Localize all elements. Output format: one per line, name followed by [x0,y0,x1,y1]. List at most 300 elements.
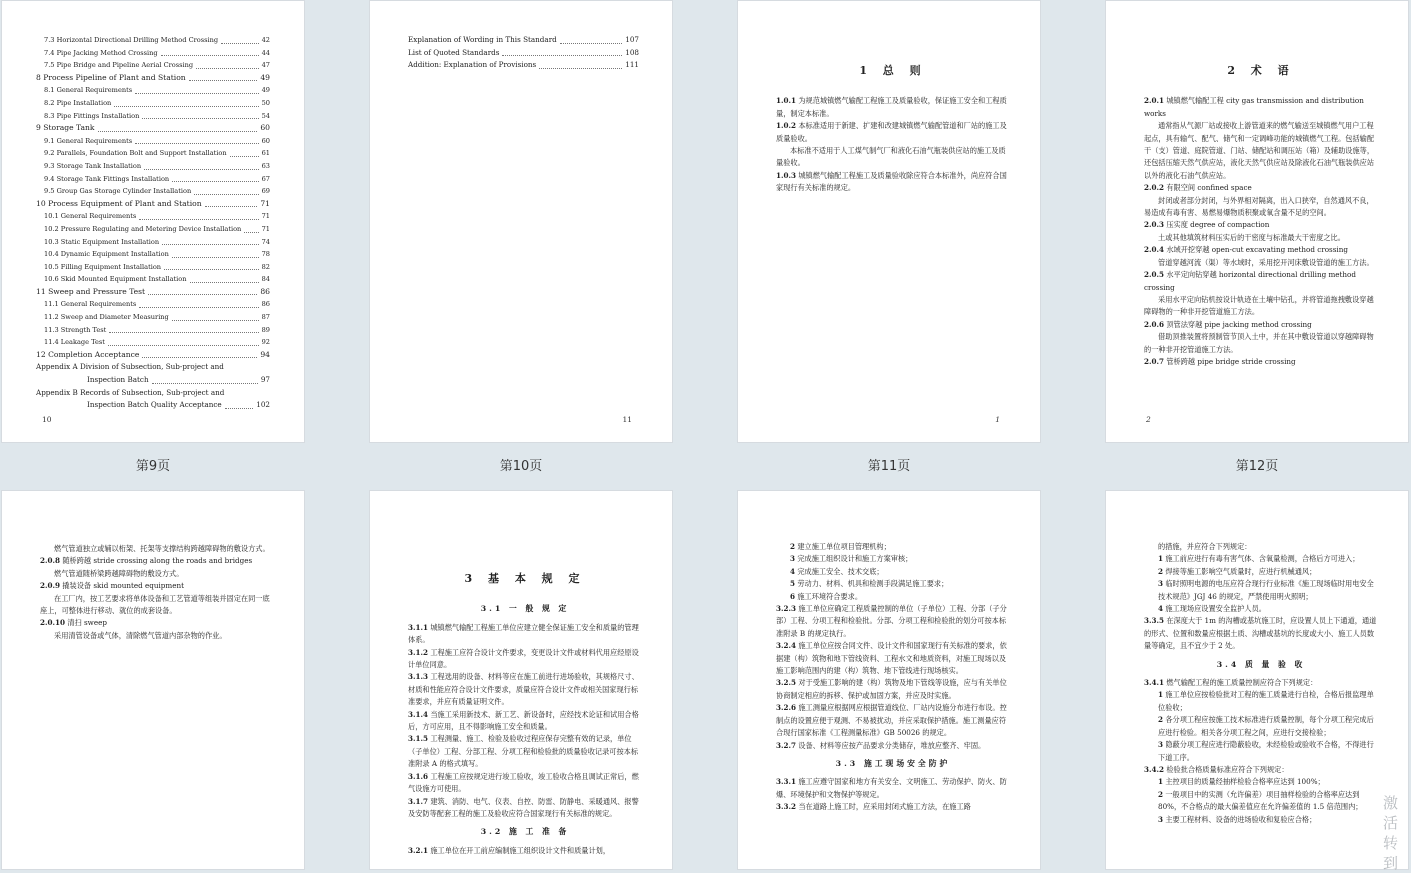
toc-entry[interactable] [408,59,639,72]
paragraph [1144,182,1378,194]
toc-entry-title: 8.3 Pipe Fittings Installation [44,111,140,120]
paragraph-text: 水平定向钻穿越 horizontal directional drilling method crossing [1144,270,1356,292]
toc-leader [502,55,622,56]
paragraph-text: 施工单位在开工前应编制施工组织设计文件和质量计划， [430,845,611,855]
paragraph-text: 隐蔽分项工程应进行隐蔽验收，未经检验或验收不合格，不得进行下道工序。 [1158,740,1374,762]
toc-page-number: 94 [260,349,270,359]
toc-leader [139,307,258,308]
toc-entry-title: 11.1 General Requirements [44,300,137,309]
paragraph [408,733,642,770]
list-item [776,541,1010,553]
toc-page-number: 60 [261,136,270,145]
toc-entry[interactable] [36,160,270,173]
clause-number: 3.1.6 [408,771,429,781]
clause-number: 3.3.5 [1144,616,1165,626]
toc-entry-title: Appendix B Records of Subsection, Sub-project and [36,387,225,397]
toc-entry-title: 9.2 Parallels, Foundation Bolt and Support Installation [44,149,227,158]
clause-number: 3 [790,554,796,564]
paragraph [408,647,642,672]
paragraph-text: 燃气输配工程的施工质量控制应符合下列规定： [1166,678,1318,688]
paragraph-text: 施工单位应确定工程质量控制的单位（子单位）工程、分部（子分部）工程、分项工程和检验批。分部、分项工程和检验批的划分可按本标准附录 B 的规定执行。 [776,604,1007,638]
clause-number: 3.1.3 [408,672,429,682]
toc-leader [560,43,623,44]
toc-page-number: 108 [625,47,639,57]
clause-number: 3.1.1 [408,622,429,632]
paragraph-text: 水域开挖穿越 open-cut excavating method crossing [1166,245,1348,255]
toc-entry-title: 9.4 Storage Tank Fittings Installation [44,174,170,183]
toc-entry-title: 7.3 Horizontal Directional Drilling Method Crossing [44,36,219,44]
paragraph [408,796,642,821]
toc-entry-title: 8.2 Pipe Installation [44,98,112,107]
toc-page-number: 71 [261,224,270,233]
clause-number: 2.0.9 [40,581,61,591]
page-9[interactable] [1,0,305,443]
paragraph-text: 建筑、消防、电气、仪表、自控、防雷、防静电、采暖通风、报警及安防等配套工程的施工及验收应符合国家现行有关标准的规定。 [408,796,639,818]
toc-entry[interactable] [36,361,270,374]
toc-leader [144,169,258,170]
page-12[interactable] [1105,0,1409,443]
paragraph-text: 城镇燃气输配工程施工单位应建立健全保证施工安全和质量的管理体系。 [408,622,639,645]
page-13[interactable] [1,490,305,870]
paragraph [1144,219,1378,231]
toc-entry[interactable] [36,298,270,311]
toc-entry-title: 10.5 Filling Equipment Installation [44,262,162,271]
clause-number: 3.2.5 [776,678,797,688]
paragraph-text: 主要工程材料、设备的进场验收和复验应合格； [1165,814,1317,824]
toc-leader [139,219,258,220]
clause-number: 3.3.1 [776,777,797,787]
paragraph-text: 焊接等施工影响空气质量时，应进行机械通风； [1165,566,1317,576]
toc-leader [225,408,254,409]
section-title: 3.2 施 工 准 备 [480,827,570,837]
paragraph-text: 土或其他填筑材料压实后的干密度与标准最大干密度之比。 [1158,232,1345,242]
clause-number: 2 [1158,566,1164,576]
toc-entry[interactable] [36,110,270,123]
paragraph [408,771,642,796]
paragraph-text: 采用清管设备或气体，清除燃气管道内部杂物的作业。 [54,630,227,640]
toc-entry-title: 10 Process Equipment of Plant and Station [36,198,202,208]
toc-page-number: 89 [261,325,270,334]
list-item [1144,603,1378,615]
toc-leader [194,194,258,195]
paragraph-text: 完成施工安全、技术交底； [797,566,884,576]
toc-page-number: 84 [261,275,270,284]
paragraph-text: 本标准不适用于人工煤气制气厂和液化石油气瓶装供应站的施工及质量验收。 [776,146,1006,168]
toc-entry[interactable] [36,336,270,349]
paragraph [1144,541,1378,553]
paragraph-text: 劳动力、材料、机具和检测手段满足施工要求； [797,579,949,589]
paragraph-text: 当施工采用新技术、新工艺、新设备时，应经技术论证和试用合格后，方可应用，且不得影响施工安全和质量。 [408,709,639,732]
toc-entry-title: 7.5 Pipe Bridge and Pipeline Aerial Crossing [44,61,194,70]
list-item [1144,714,1378,739]
toc-page-number: 78 [261,250,270,259]
toc-entry-title: Explanation of Wording in This Standard [408,35,557,44]
toc-entry-title: 10.6 Skid Mounted Equipment Installation [44,275,187,284]
toc-page-number: 102 [256,400,270,410]
clause-number: 3.1.4 [408,709,429,719]
paragraph [1144,319,1378,331]
paragraph [776,640,1010,677]
page-label: 第12页 [1235,459,1279,474]
chapter-body [776,65,1010,195]
list-item [776,553,1010,565]
clause-number: 1 [1158,690,1164,700]
toc-page-number: 74 [261,237,270,246]
clause-number: 2.0.6 [1144,319,1165,329]
toc-entry[interactable] [36,387,270,400]
paragraph [408,709,642,734]
paragraph [776,95,1010,120]
clause-number: 2.0.1 [1144,96,1165,106]
toc-entry[interactable] [36,173,270,186]
paragraph-text: 封闭或者部分封闭，与外界相对隔离，出入口狭窄，自然通风不良，易造成有毒有害、易燃易爆物质积聚或氧含量不足的空间。 [1144,195,1374,218]
paragraph-text: 清扫 sweep [67,618,107,628]
paragraph-text: 设备、材料等应按产品要求分类储存，堆放应整齐、牢固。 [798,740,986,750]
toc-page-number: 92 [261,338,270,347]
clause-number: 1.0.1 [776,96,797,106]
watermark-line: 转到 [1383,834,1399,872]
toc-entry-title: 9.1 General Requirements [44,136,133,145]
paragraph [776,120,1010,145]
paragraph [408,671,642,708]
paragraph [40,630,274,642]
paragraph-text: 临时照明电源的电压应符合现行行业标准《施工现场临时用电安全技术规范》JGJ 46 的规定，严禁使用明火照明； [1158,579,1374,601]
list-item [1144,776,1378,788]
toc-entry-title: 10.4 Dynamic Equipment Installation [44,250,169,259]
toc-leader [135,93,258,94]
list-item [776,578,1010,590]
clause-number: 2.0.3 [1144,220,1165,230]
toc-leader [161,55,259,56]
list-item [1144,689,1378,714]
paragraph [1144,269,1378,294]
toc-entry[interactable] [36,286,270,299]
paragraph-text: 顶管法穿越 pipe jacking method crossing [1166,319,1312,329]
toc-leader [172,257,259,258]
clause-number: 2.0.7 [1144,356,1165,366]
toc-page-number: 49 [260,72,270,82]
paragraph-text: 工程施工应按规定进行竣工验收，竣工验收合格且调试正常后，燃气设施方可使用。 [408,771,639,794]
clause-number: 1 [1158,777,1164,787]
paragraph-text: 采用水平定向钻机按设计轨迹在土壤中钻孔，并将管道拖拽敷设穿越障碍物的一种非开挖管道施工方法。 [1144,294,1374,317]
clause-number: 2.0.2 [1144,183,1165,193]
toc-page-number: 47 [261,61,270,70]
toc-leader [152,383,258,384]
clause-number: 4 [790,566,796,576]
paragraph [1144,331,1378,356]
toc-entry-title: 12 Completion Acceptance [36,349,140,359]
paragraph [776,740,1010,752]
paragraph [1144,120,1378,182]
paragraph-text: 有限空间 confined space [1166,183,1252,193]
paragraph [776,801,1010,813]
toc-leader [164,269,259,270]
paragraph-text: 一般项目中的实测（允许偏差）项目抽样检验的合格率应达到 80%，不合格点的最大偏差值应在允许偏差值的 1.5 倍范围内； [1158,789,1363,812]
clause-number: 2.0.10 [40,618,66,628]
paragraph-text: 城镇燃气输配工程 city gas transmission and distribution works [1144,96,1364,118]
toc-leader [108,345,259,346]
toc-entry[interactable] [36,399,270,412]
section-title: 3.1 一 般 规 定 [480,604,570,614]
toc-page-number: 111 [625,60,639,70]
toc-leader [98,131,258,132]
toc-entry-title: Addition: Explanation of Provisions [408,60,537,70]
page-label: 第11页 [867,459,911,474]
page-10[interactable] [369,0,673,443]
toc-entry-title: 10.1 General Requirements [44,212,137,221]
clause-number: 3.2.4 [776,641,797,651]
paragraph-text: 城镇燃气输配工程施工及质量验收除应符合本标准外，尚应符合国家现行有关标准的规定。 [776,170,1007,193]
clause-number: 1.0.3 [776,170,797,180]
toc-entry[interactable] [36,198,270,211]
toc-leader [190,282,259,283]
toc-entry-title: 8 Process Pipeline of Plant and Station [36,72,186,82]
toc-entry[interactable] [36,261,270,274]
chapter-body [1144,541,1378,826]
clause-number: 2 [1158,715,1164,725]
toc-leader [142,118,258,119]
clause-number: 3 [1158,579,1164,589]
paragraph [776,677,1010,702]
toc-page-number: 42 [261,36,270,44]
toc-entry-title: Inspection Batch Quality Acceptance [87,400,222,410]
clause-number: 3.1.2 [408,647,429,657]
toc-leader [142,357,257,358]
chapter-body [40,543,274,642]
toc-leader [244,232,258,233]
toc-entry-title: 9 Storage Tank [36,123,95,133]
list-item [1144,578,1378,603]
clause-number: 2 [790,542,796,551]
toc-entry[interactable] [36,311,270,324]
paragraph [776,170,1010,195]
paragraph-text: 主控项目的质量经抽样检验合格率应达到 100%； [1165,777,1325,787]
clause-number: 3.2.3 [776,604,797,614]
toc-entry-title: 11.2 Sweep and Diameter Measuring [44,313,169,322]
toc-entry[interactable] [36,236,270,249]
clause-number: 3.4.1 [1144,678,1165,688]
toc-entry-title: 10.3 Static Equipment Installation [44,237,160,246]
toc-leader [539,68,622,69]
clause-number: 3.1.5 [408,734,429,744]
paragraph [1144,356,1378,368]
paragraph [776,603,1010,640]
toc-entry-title: Inspection Batch [87,375,149,385]
paragraph [1144,244,1378,256]
paragraph-text: 施工现场应设置安全监护人员。 [1165,604,1266,614]
clause-number: 5 [790,579,796,589]
clause-number: 2.0.8 [40,556,61,566]
toc-entry[interactable] [408,47,639,60]
toc-entry[interactable] [36,72,270,85]
toc-entry[interactable] [36,248,270,261]
toc-entry-title: 11.3 Strength Test [44,325,107,334]
paragraph-text: 建立施工单位项目管理机构； [797,542,891,551]
paragraph-text: 压实度 degree of compaction [1166,220,1270,230]
paragraph-text: 施工测量应根据网应根据管道线位、厂站内设施分布进行布设。控制点的设置应便于观测、不易被扰动，并应采取保护措施。施工测量应符合现行国家标准《工程测量标准》GB 50026 的规定。 [776,703,1007,738]
chapter-body [1144,65,1378,368]
clause-number: 2 [1158,789,1164,799]
paragraph-text: 当在道路上施工时，应采用封闭式施工方法，在施工路 [798,802,971,812]
toc-entry[interactable] [36,122,270,135]
clause-number: 4 [1158,604,1164,614]
watermark-line: 激活 [1383,794,1399,832]
clause-number: 3.2.6 [776,703,797,713]
list-item [1144,566,1378,578]
paragraph [40,568,274,580]
toc-page-number: 50 [261,98,270,107]
paragraph [776,776,1010,801]
toc-page-number: 69 [261,187,270,196]
toc-entry[interactable] [36,47,270,60]
toc-entry[interactable] [36,374,270,387]
clause-number: 1 [1158,554,1164,564]
paragraph-text: 随桥跨越 stride crossing along the roads and bridges [62,556,253,566]
list-item [1144,789,1378,814]
toc-entry-title: 11 Sweep and Pressure Test [36,286,146,296]
toc-page-number: 97 [260,375,270,385]
clause-number: 3.3.2 [776,802,797,812]
list-item [1144,814,1378,826]
paragraph-text: 在深度大于 1m 的沟槽或基坑施工时，应设置人员上下通道，通道的形式、位置和数量应根据土质、沟槽或基坑的长度或大小、施工人员数量等确定，且不宜少于 2 处。 [1144,616,1377,651]
section-title: 3.3 施工现场安全防护 [835,758,951,768]
paragraph [1144,257,1378,269]
paragraph-text: 管桥跨越 pipe bridge stride crossing [1166,356,1296,366]
clause-number: 3.1.7 [408,796,429,806]
activation-watermark [1383,793,1411,873]
page-16[interactable] [1105,490,1409,870]
page-label: 第9页 [135,459,171,474]
toc-entry[interactable] [36,34,270,47]
paragraph [1144,95,1378,120]
list-item [1144,739,1378,764]
toc-entry-title: 9.3 Storage Tank Installation [44,161,142,170]
toc-entry[interactable] [36,185,270,198]
toc-leader [172,320,259,321]
toc-entry[interactable] [36,324,270,337]
section-title: 3.4 质 量 验 收 [1216,659,1306,669]
page-11[interactable] [737,0,1041,443]
toc-page-number: 63 [261,161,270,170]
toc-entry[interactable] [36,135,270,148]
toc-page-number: 107 [625,35,639,44]
toc-leader [205,206,258,207]
page-number: 2 [1146,415,1151,424]
toc-leader [162,244,258,245]
clause-number: 3 [1158,740,1164,750]
paragraph-text: 各分项工程应按施工技术标准进行质量控制，每个分项工程完成后应进行检验。相关各分项工程之间，应进行交接检验； [1158,715,1374,737]
toc-entry[interactable] [408,34,639,47]
paragraph [1144,677,1378,689]
toc-page-number: 86 [261,300,270,309]
clause-number: 3.2.7 [776,740,797,750]
toc-entry[interactable] [36,97,270,110]
toc-page-number: 71 [260,198,270,208]
paragraph [1144,294,1378,319]
toc-page-number: 82 [261,262,270,271]
toc-leader [172,181,258,182]
page-number: 10 [42,415,52,424]
paragraph-text: 在工厂内，按工艺要求将单体设备和工艺管道等组装并固定在同一底座上，可整体进行移动、就位的成套设备。 [40,593,270,616]
chapter-body [408,573,642,857]
toc-entry[interactable] [36,223,270,236]
paragraph-text: 施工应遵守国家和地方有关安全、文明施工、劳动保护、防火、防爆、环境保护和文物保护等规定。 [776,777,1007,799]
toc-leader [148,294,257,295]
toc-entry[interactable] [36,349,270,362]
table-of-contents [408,34,639,72]
toc-entry-title: 9.5 Group Gas Storage Cylinder Installation [44,187,192,196]
paragraph [408,845,642,857]
toc-entry-title: 7.4 Pipe Jacking Method Crossing [44,48,158,57]
paragraph [40,617,274,629]
toc-entry-title: List of Quoted Standards [408,47,500,57]
paragraph-text: 施工环境符合要求。 [797,591,863,601]
list-item [1144,553,1378,565]
page-15[interactable] [737,490,1041,870]
paragraph [40,543,274,555]
toc-page-number: 49 [261,86,270,95]
table-of-contents [36,34,270,412]
clause-number: 3.4.2 [1144,764,1165,774]
toc-page-number: 54 [261,111,270,120]
clause-number: 1.0.2 [776,121,797,131]
toc-entry[interactable] [36,147,270,160]
paragraph-text: 工程施工应符合设计文件要求，变更设计文件或材料代用应经原设计单位同意。 [408,647,639,670]
paragraph-text: 施工单位应按检验批对工程的施工质量进行自检，合格后报监理单位验收； [1158,690,1374,712]
toc-leader [189,80,258,81]
toc-entry-title: 10.2 Pressure Regulating and Metering Device Installation [44,224,242,233]
chapter-title: 2 术 语 [1227,64,1295,77]
toc-leader [114,106,258,107]
toc-leader [221,43,259,44]
paragraph-text: 对于受施工影响的建（构）筑物及地下管线等设施，应与有关单位协商制定相应的拆移、保护或加固方案，并应及时实施。 [776,678,1007,700]
paragraph-text: 为规范城镇燃气输配工程施工及质量验收，保证施工安全和工程质量，制定本标准。 [776,96,1007,118]
paragraph-text: 借助顶推装置将预制管节顶入土中，并在其中敷设管道以穿越障碍物的一种非开挖管道施工方法。 [1144,332,1374,354]
paragraph-text: 管道穿越河流（渠）等水域时，采用挖开河床敷设管道的施工方法。 [1158,257,1374,267]
toc-entry[interactable] [36,273,270,286]
toc-leader [196,68,259,69]
page-number: 1 [995,415,1000,424]
toc-entry[interactable] [36,84,270,97]
toc-page-number: 86 [260,286,270,296]
chapter-title: 1 总 则 [859,64,927,77]
toc-entry-title: Appendix A Division of Subsection, Sub-project and [36,362,224,372]
page-14[interactable] [369,490,673,870]
clause-number: 6 [790,591,796,601]
chapter-title: 3 基 本 规 定 [464,572,586,585]
paragraph-text: 燃气管道随桥梁跨越障碍物的敷设方式。 [54,568,184,578]
chapter-body [776,541,1010,814]
paragraph-text: 施工单位应按合同文件、设计文件和国家现行有关标准的要求，依据建（构）筑物和地下管线资料、工程水文和地质资料，对施工现场以及施工影响范围内的建（构）筑物、地下管线进行现场核实。 [776,641,1007,676]
paragraph [776,702,1010,739]
paragraph-text: 工程选用的设备、材料等应在施工前进行进场验收，其规格尺寸、材质和性能应符合设计文件要求，质量应符合设计文件或相关国家现行标准要求，并应有质量证明文件。 [408,672,639,707]
toc-leader [135,143,258,144]
paragraph [1144,764,1378,776]
paragraph [40,593,274,618]
toc-page-number: 44 [261,48,270,57]
paragraph [1144,195,1378,220]
paragraph [776,145,1010,170]
toc-entry-title: 8.1 General Requirements [44,86,133,95]
toc-page-number: 67 [261,174,270,183]
paragraph [1144,232,1378,244]
paragraph-text: 施工前应进行有毒有害气体、含氧量检测，合格后方可进入； [1165,554,1360,564]
toc-entry[interactable] [36,210,270,223]
toc-entry[interactable] [36,59,270,72]
paragraph [1144,615,1378,652]
toc-page-number: 87 [261,313,270,322]
paragraph-text: 本标准适用于新建、扩建和改建城镇燃气输配管道和厂站的施工及质量验收。 [776,121,1007,143]
